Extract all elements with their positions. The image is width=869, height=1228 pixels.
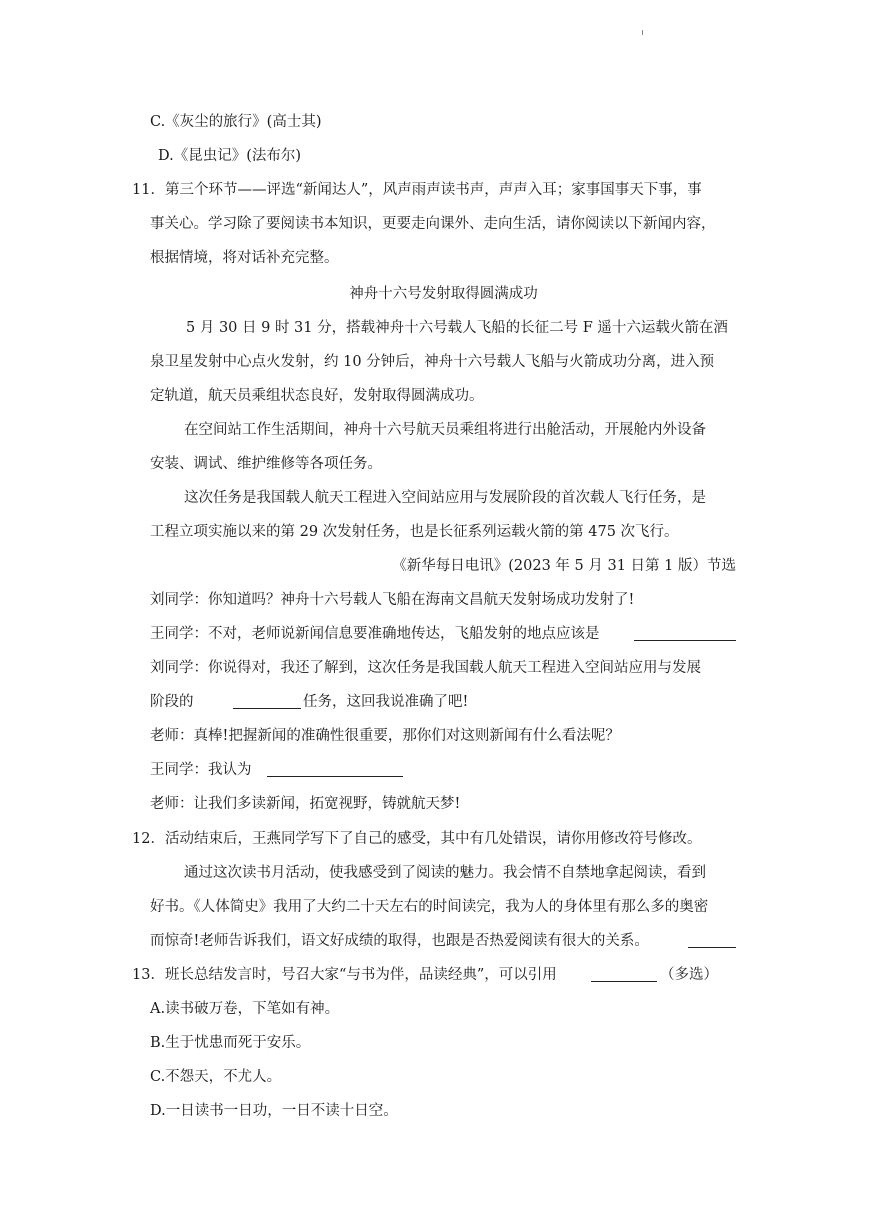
news-p1-line2: 泉卫星发射中心点火发射，约 10 分钟后，神舟十六号载人飞船与火箭成功分离，进入预 xyxy=(150,354,715,370)
q12-passage-line2: 好书。《人体简史》我用了大约二十天左右的时间读完，我为人的身体里有那么多的奥密 xyxy=(150,899,709,915)
news-title: 神舟十六号发射取得圆满成功 xyxy=(349,286,538,302)
dialogue-line7: 老师：让我们多读新闻，拓宽视野，铸就航天梦! xyxy=(150,796,461,812)
news-p1-line3: 定轨道，航天员乘组状态良好，发射取得圆满成功。 xyxy=(150,388,484,404)
q12-stem: 12．活动结束后，王燕同学写下了自己的感受，其中有几处错误，请你用修改符号修改。 xyxy=(132,831,702,847)
dialogue-line1: 刘同学：你知道吗？神舟十六号载人飞船在海南文昌航天发射场成功发射了! xyxy=(150,592,635,608)
q13-option-d: D.一日读书一日功，一日不读十日空。 xyxy=(150,1103,398,1119)
dialogue-line2-text: 王同学：不对，老师说新闻信息要准确地传达，飞船发射的地点应该是 xyxy=(150,626,600,642)
news-p2-line1: 在空间站工作生活期间，神舟十六号航天员乘组将进行出舱活动，开展舱内外设备 xyxy=(184,422,706,438)
dialogue-line4b: 任务，这回我说准确了吧! xyxy=(303,694,469,710)
answer-blank-opinion[interactable] xyxy=(267,762,403,777)
answer-blank-q13[interactable] xyxy=(591,967,657,982)
dialogue-line2 xyxy=(150,624,600,644)
dialogue-line6: 王同学：我认为 xyxy=(150,762,252,778)
news-source: 《新华每日电讯》(2023 年 5 月 31 日第 1 版）节选 xyxy=(392,558,736,574)
dialogue-line4a: 阶段的 xyxy=(150,694,194,710)
q10-option-c: C.《灰尘的旅行》(高士其) xyxy=(150,114,322,130)
q11-stem-line2: 事关心。学习除了要阅读书本知识，更要走向课外、走向生活，请你阅读以下新闻内容， xyxy=(150,216,716,232)
news-p1-line1: 5 月 30 日 9 时 31 分，搭载神舟十六号载人飞船的长征二号 F 遥十六运载火箭在酒 xyxy=(186,320,728,336)
q11-stem-line3: 根据情境，将对话补充完整。 xyxy=(150,250,339,266)
news-p3-line1: 这次任务是我国载人航天工程进入空间站应用与发展阶段的首次载人飞行任务，是 xyxy=(184,490,706,506)
q13-option-b: B.生于忧患而死于安乐。 xyxy=(150,1035,311,1051)
news-p3-line2: 工程立项实施以来的第 29 次发射任务，也是长征系列运载火箭的第 475 次飞行。 xyxy=(150,524,679,540)
q12-passage-line3: 而惊奇!老师告诉我们，语文好成绩的取得，也跟是否热爱阅读有很大的关系。 xyxy=(150,933,649,949)
q13-option-c: C.不怨天，不尤人。 xyxy=(150,1069,282,1085)
q11-stem-line1: 11．第三个环节——评选“新闻达人”，风声雨声读书声，声声入耳；家事国事天下事，事 xyxy=(132,182,702,198)
page-mark xyxy=(642,30,643,35)
answer-blank-location[interactable] xyxy=(634,626,736,641)
answer-blank-q12[interactable] xyxy=(688,933,736,948)
news-p2-line2: 安装、调试、维护维修等各项任务。 xyxy=(150,456,382,472)
q13-option-a: A.读书破万卷，下笔如有神。 xyxy=(150,1001,340,1017)
q13-stem-a: 13．班长总结发言时，号召大家“与书为伴，品读经典”，可以引用 xyxy=(132,967,557,983)
q10-option-d: D.《昆虫记》(法布尔) xyxy=(158,148,302,164)
dialogue-line5: 老师：真棒!把握新闻的准确性很重要，那你们对这则新闻有什么看法呢？ xyxy=(150,728,620,744)
q13-stem-b: （多选） xyxy=(660,967,718,983)
q12-passage-line1: 通过这次读书月活动，使我感受到了阅读的魅力。我会情不自禁地拿起阅读，看到 xyxy=(184,865,706,881)
dialogue-line3: 刘同学：你说得对，我还了解到，这次任务是我国载人航天工程进入空间站应用与发展 xyxy=(150,660,701,676)
answer-blank-mission[interactable] xyxy=(233,694,301,709)
